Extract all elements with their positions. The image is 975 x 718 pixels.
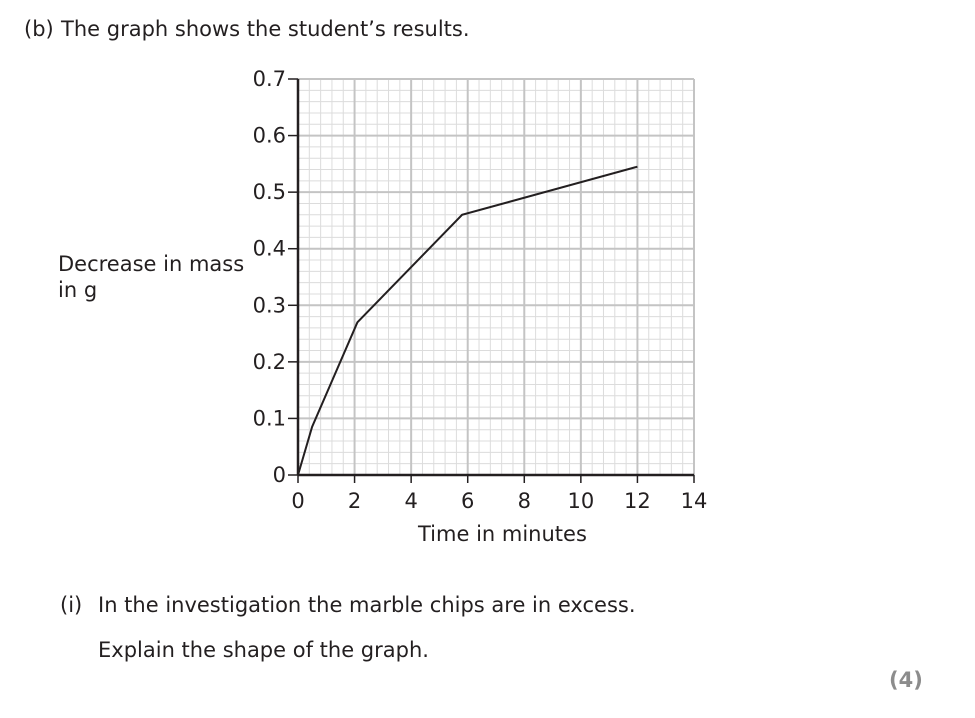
part-i-text: In the investigation the marble chips are in excess. [98, 593, 636, 617]
part-b-label: (b) [24, 17, 54, 41]
y-axis-label-line-1: Decrease in mass [58, 252, 245, 276]
x-axis-label: Time in minutes [418, 522, 587, 546]
y-axis-label-line-2: in g [58, 278, 98, 302]
x-tick-label: 10 [567, 489, 595, 513]
x-tick-label: 14 [680, 489, 708, 513]
y-tick-label: 0.2 [252, 349, 286, 374]
grid-major-lines [298, 79, 694, 475]
y-tick-label: 0.5 [252, 180, 286, 205]
x-tick-label: 2 [347, 489, 362, 513]
tick-marks [288, 79, 694, 483]
axes [298, 79, 694, 475]
y-tick-label: 0 [272, 463, 286, 487]
marks-indicator: (4) [889, 668, 923, 692]
y-tick-label: 0.4 [252, 236, 286, 261]
y-tick-label: 0.7 [252, 67, 286, 91]
part-b-text: The graph shows the student’s results. [61, 17, 470, 41]
explain-instruction: Explain the shape of the graph. [98, 638, 429, 662]
x-tick-label: 12 [624, 489, 651, 513]
x-tick-label: 0 [291, 489, 305, 513]
y-tick-label: 0.6 [252, 123, 286, 148]
y-tick-label: 0.1 [252, 406, 286, 431]
grid-minor-lines [298, 79, 694, 475]
part-i-label: (i) [60, 593, 83, 617]
x-tick-label: 8 [517, 489, 531, 513]
x-tick-label: 4 [404, 489, 418, 513]
x-tick-label: 6 [461, 489, 475, 513]
y-tick-label: 0.3 [252, 293, 286, 318]
